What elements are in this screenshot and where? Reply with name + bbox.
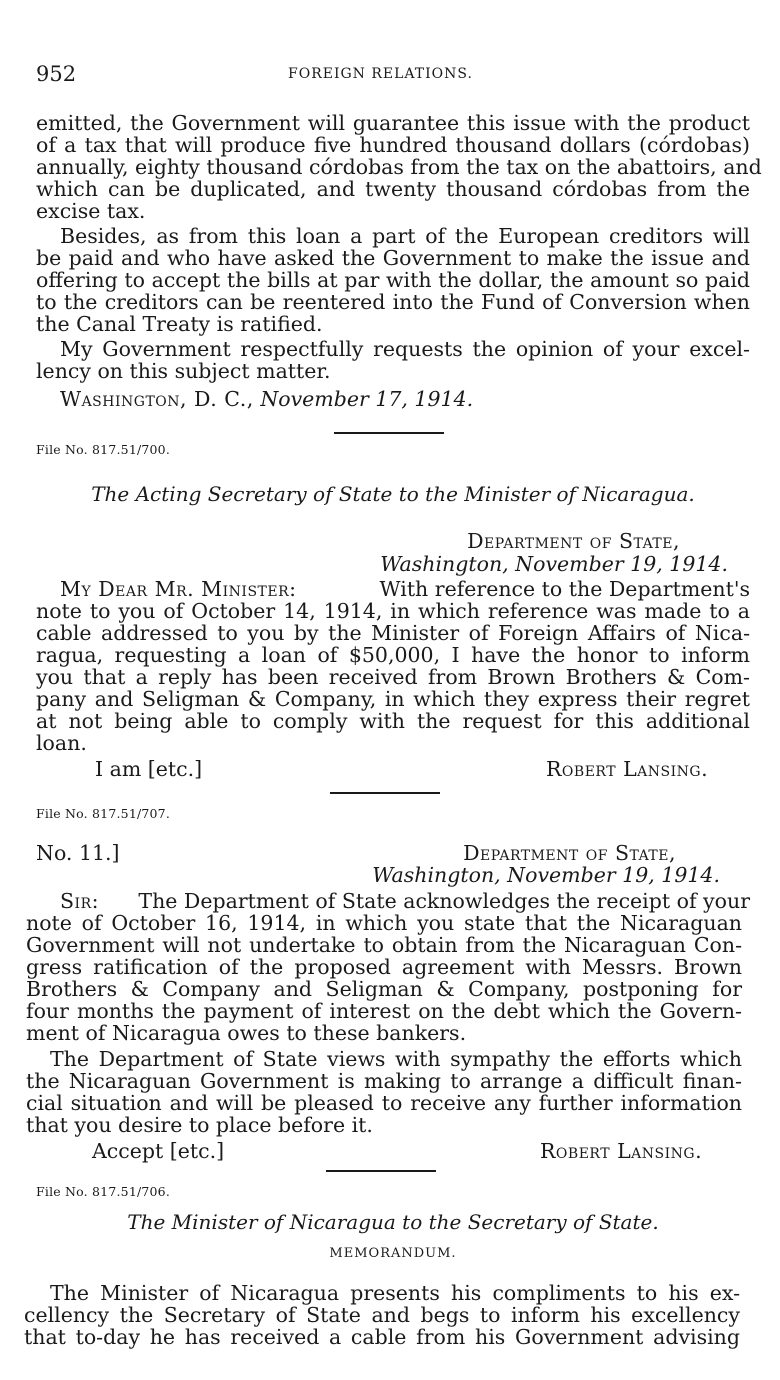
text-line: ragua, requesting a loan of $50,000, I have the honor to inform <box>36 643 750 667</box>
section-divider <box>326 1170 436 1172</box>
text-line: note of October 16, 1914, in which you state that the Nicaraguan <box>26 911 742 935</box>
text-line: The Minister of Nicaragua presents his compliments to his ex- <box>50 1281 740 1305</box>
text-line: annually, eighty thousand córdobas from the tax on the abattoirs, and <box>36 155 762 179</box>
text-line: With reference to the Department's <box>379 577 750 601</box>
file-number: File No. 817.51/706. <box>36 1184 171 1199</box>
text-line: pany and Seligman & Company, in which they express their regret <box>36 687 750 711</box>
text-line: The Department of State acknowledges the receipt of your <box>138 889 750 913</box>
text-line: Government will not undertake to obtain from the Nicaraguan Con- <box>26 933 742 957</box>
text-line: that to-day he has received a cable from his Government advising <box>24 1325 740 1349</box>
dateline <box>60 388 473 410</box>
note-number: No. 11.] <box>36 841 120 865</box>
department-header: Department of State, <box>463 841 676 865</box>
department-header: Department of State, <box>467 529 680 553</box>
text-line: excise tax. <box>36 199 146 223</box>
text-line: ment of Nicaragua owes to these bankers. <box>26 1021 467 1045</box>
page-number: 952 <box>36 62 77 86</box>
text-line: you that a reply has been received from Brown Brothers & Com- <box>36 665 750 689</box>
text-line: emitted, the Government will guarantee this issue with the product <box>36 111 750 135</box>
file-number: File No. 817.51/707. <box>36 806 171 821</box>
salutation <box>60 578 750 600</box>
text-line: The Department of State views with sympathy the efforts which <box>50 1047 742 1071</box>
text-line: lency on this subject matter. <box>36 359 331 383</box>
place-date: Washington, November 19, 1914. <box>372 863 720 887</box>
signature: Robert Lansing. <box>540 1139 703 1163</box>
salutation <box>60 890 750 912</box>
section-divider <box>330 792 440 794</box>
text-line: cellency the Secretary of State and begs to inform his excellency <box>24 1303 740 1327</box>
text-line: be paid and who have asked the Government to make the issue and <box>36 246 750 270</box>
text-line: the Nicaraguan Government is making to arrange a difficult finan- <box>26 1069 742 1093</box>
text-line: Brothers & Company and Seligman & Company, postponing for <box>26 977 742 1001</box>
closing: I am [etc.] <box>95 757 203 781</box>
text-line: My Government respectfully requests the opinion of your excel- <box>60 337 750 361</box>
document-heading: The Acting Secretary of State to the Minister of Nicaragua. <box>91 482 695 506</box>
section-divider <box>334 432 444 434</box>
dateline-place: Washington, D. C., <box>60 387 254 411</box>
running-title: FOREIGN RELATIONS. <box>288 66 473 82</box>
signature: Robert Lansing. <box>546 757 709 781</box>
document-heading: The Minister of Nicaragua to the Secretary of State. <box>127 1210 659 1234</box>
text-line: of a tax that will produce five hundred thousand dollars (córdobas) <box>36 133 750 157</box>
text-line: gress ratification of the proposed agreement with Messrs. Brown <box>26 955 742 979</box>
text-line: four months the payment of interest on the debt which the Govern- <box>26 999 742 1023</box>
text-line: the Canal Treaty is ratified. <box>36 312 323 336</box>
text-line: cial situation and will be pleased to receive any further information <box>26 1091 742 1115</box>
text-line: Besides, as from this loan a part of the European creditors will <box>60 224 750 248</box>
text-line: which can be duplicated, and twenty thousand córdobas from the <box>36 177 750 201</box>
text-line: cable addressed to you by the Minister of Foreign Affairs of Nica- <box>36 621 750 645</box>
text-line: loan. <box>36 731 87 755</box>
salutation-text: Sir: <box>60 889 100 913</box>
file-number: File No. 817.51/700. <box>36 442 171 457</box>
text-line: that you desire to place before it. <box>26 1113 373 1137</box>
text-line: offering to accept the bills at par with the dollar, the amount so paid <box>36 268 750 292</box>
text-line: note to you of October 14, 1914, in which reference was made to a <box>36 599 750 623</box>
dateline-date: November 17, 1914. <box>260 387 474 411</box>
text-line: at not being able to comply with the request for this additional <box>36 709 750 733</box>
place-date: Washington, November 19, 1914. <box>380 552 728 576</box>
text-line: to the creditors can be reentered into the Fund of Conversion when <box>36 290 750 314</box>
memorandum-label: MEMORANDUM. <box>329 1246 457 1261</box>
closing: Accept [etc.] <box>92 1139 225 1163</box>
salutation-text: My Dear Mr. Minister: <box>60 577 297 601</box>
